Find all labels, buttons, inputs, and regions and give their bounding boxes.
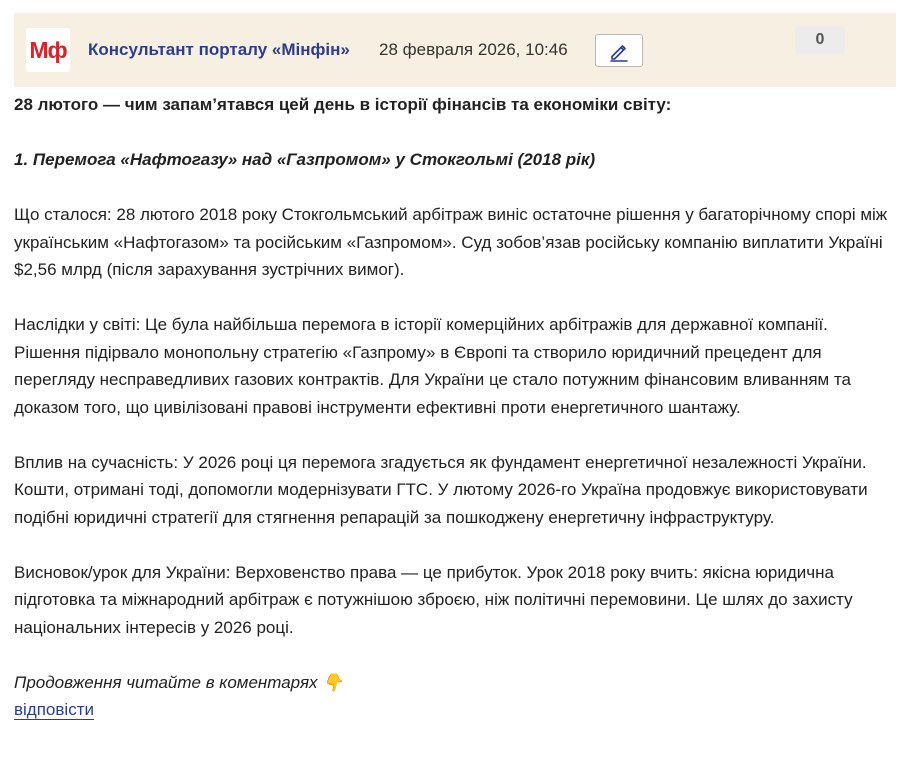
minfin-logo: Мф	[26, 28, 70, 72]
post-subheading: 1. Перемога «Нафтогазу» над «Газпромом» у Стокгольмі (2018 рік)	[14, 150, 596, 169]
post-header	[14, 13, 896, 87]
paragraph-consequences: Наслідки у світі: Це була найбільша перемога в історії комерційних арбітражів для державної компанії. Рішення підірвало монопольну стратегію «Газпрому» в Європі та створило юридичний прецедент для перегляду несправедливих газових контрактів. Для України це стало потужним фінансовим вливанням та доказом того, що цивілізовані правові інструменти ефективні проти енергетичного шантажу.	[14, 315, 851, 417]
author-name[interactable]: Консультант порталу «Мінфін»	[88, 40, 350, 59]
post-date: 28 февраля 2026, 10:46	[379, 40, 568, 59]
reply-link[interactable]: відповісти	[14, 700, 94, 719]
pencil-icon	[608, 40, 630, 62]
post-intro: 28 лютого — чим запам’ятався цей день в історії фінансів та економіки світу:	[14, 95, 672, 114]
paragraph-impact: Вплив на сучасність: У 2026 році ця перемога згадується як фундамент енергетичної незалежності України. Кошти, отримані тоді, допомогли модернізувати ГТС. У лютому 2026-го Україна продовжує використовувати подібні юридичні стратегії для стягнення репарацій за пошкоджену енергетичну інфраструктуру.	[14, 452, 868, 527]
continue-note: Продовження читайте в коментарях 👇	[14, 672, 344, 692]
paragraph-conclusion: Висновок/урок для України: Верховенство права — це прибуток. Урок 2018 року вчить: якісна юридична підготовка та міжнародний арбітраж є потужнішою зброєю, ніж політичні перемовини. Це шлях до захисту національних інтересів у 2026 році.	[14, 562, 853, 637]
rating-counter[interactable]: 0	[795, 26, 845, 54]
edit-button[interactable]	[595, 34, 643, 67]
paragraph-what-happened: Що сталося: 28 лютого 2018 року Стокгольмський арбітраж виніс остаточне рішення у багаторічному спорі між українським «Нафтогазом» та російським «Газпромом». Суд зобов’язав російську компанію виплатити Україні $2,56 млрд (після зарахування зустрічних вимог).	[14, 205, 888, 279]
post-body	[14, 91, 896, 724]
